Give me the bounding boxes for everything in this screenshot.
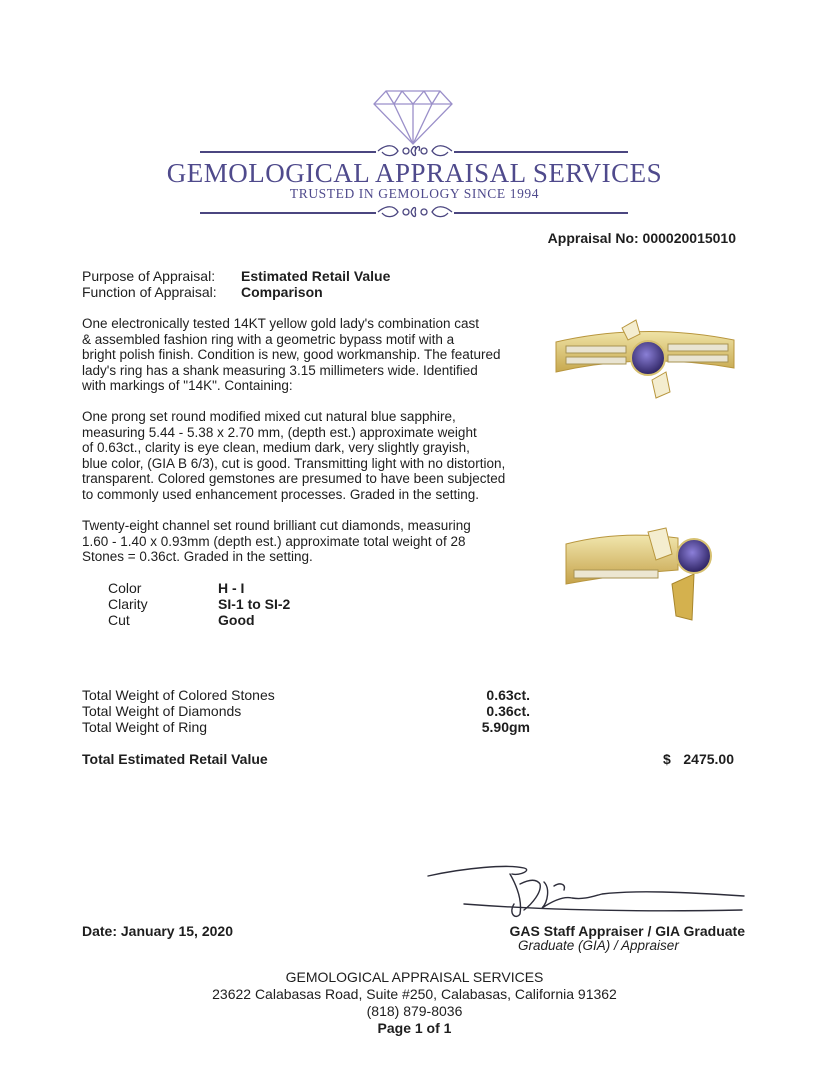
sapphire-description [82,409,522,502]
header-rule-top-right [454,151,628,153]
weight-colored-label: Total Weight of Colored Stones [82,687,275,703]
header-rule-top [200,151,376,153]
weight-ring-value: 5.90gm [481,719,530,735]
total-label: Total Estimated Retail Value [82,751,268,767]
description-line: with markings of "14K". Containing: [82,378,293,393]
weight-diamonds-label: Total Weight of Diamonds [82,703,242,719]
diamonds-description [82,518,522,565]
description-line: lady's ring has a shank measuring 3.15 millimeters wide. Identified [82,362,478,378]
ring-description [82,316,522,394]
company-tagline: TRUSTED IN GEMOLOGY SINCE 1994 [289,186,540,201]
function-value: Comparison [241,284,323,300]
diamonds-line: Twenty-eight channel set round brilliant cut diamonds, measuring [82,518,471,533]
total-amount: 2475.00 [683,751,734,767]
footer-address: 23622 Calabasas Road, Suite #250, Calabasas, California 91362 [212,986,617,1002]
diamond-logo-icon [372,88,454,146]
header-rule-bottom [200,212,376,214]
appraisal-date: Date: January 15, 2020 [82,923,233,939]
footer-page-number: Page 1 of 1 [377,1020,452,1036]
grade-clarity-label: Clarity [108,596,148,612]
ring-photo-top [552,316,737,402]
company-name: GEMOLOGICAL APPRAISAL SERVICES [166,158,663,188]
description-line: One electronically tested 14KT yellow gold lady's combination cast [82,316,480,331]
sapphire-line: to commonly used enhancement processes. Graded in the setting. [82,486,479,502]
weight-diamonds-value: 0.36ct. [486,703,530,719]
weight-colored-value: 0.63ct. [486,687,530,703]
sapphire-line: blue color, (GIA B 6/3), cut is good. Transmitting light with no distortion, [82,455,506,471]
ornament-bottom-icon [376,204,454,220]
description-line: bright polish finish. Condition is new, good workmanship. The featured [82,347,501,362]
sapphire-line: One prong set round modified mixed cut natural blue sapphire, [82,409,456,424]
grade-color-value: H - I [218,580,245,596]
grade-clarity-value: SI-1 to SI-2 [218,596,291,612]
description-line: & assembled fashion ring with a geometric bypass motif with a [82,331,455,347]
sapphire-line: measuring 5.44 - 5.38 x 2.70 mm, (depth est.) approximate weight [82,424,477,440]
diamonds-line: Stones = 0.36ct. Graded in the setting. [82,549,313,564]
footer-company: GEMOLOGICAL APPRAISAL SERVICES [285,969,544,985]
signature-image [424,858,752,920]
grade-cut-label: Cut [108,612,130,628]
appraisal-number: Appraisal No: 000020015010 [547,230,736,246]
ornament-icon [376,143,454,159]
total-currency: $ [663,751,671,767]
sapphire-line: of 0.63ct., clarity is eye clean, medium dark, very slightly grayish, [82,440,470,455]
sapphire-line: transparent. Colored gemstones are presumed to have been subjected [82,471,506,486]
grade-cut-value: Good [218,612,255,628]
grade-color-label: Color [108,580,142,596]
purpose-label: Purpose of Appraisal: [82,268,216,284]
function-label: Function of Appraisal: [82,284,217,300]
ring-photo-bottom [560,524,736,622]
purpose-value: Estimated Retail Value [241,268,391,284]
footer-phone: (818) 879-8036 [366,1003,463,1019]
signer-title: GAS Staff Appraiser / GIA Graduate [509,923,745,939]
signer-subtitle: Graduate (GIA) / Appraiser [518,938,679,953]
weight-ring-label: Total Weight of Ring [82,719,208,735]
diamonds-line: 1.60 - 1.40 x 0.93mm (depth est.) approximate total weight of 28 [82,533,466,549]
header-rule-bottom-right [454,212,628,214]
